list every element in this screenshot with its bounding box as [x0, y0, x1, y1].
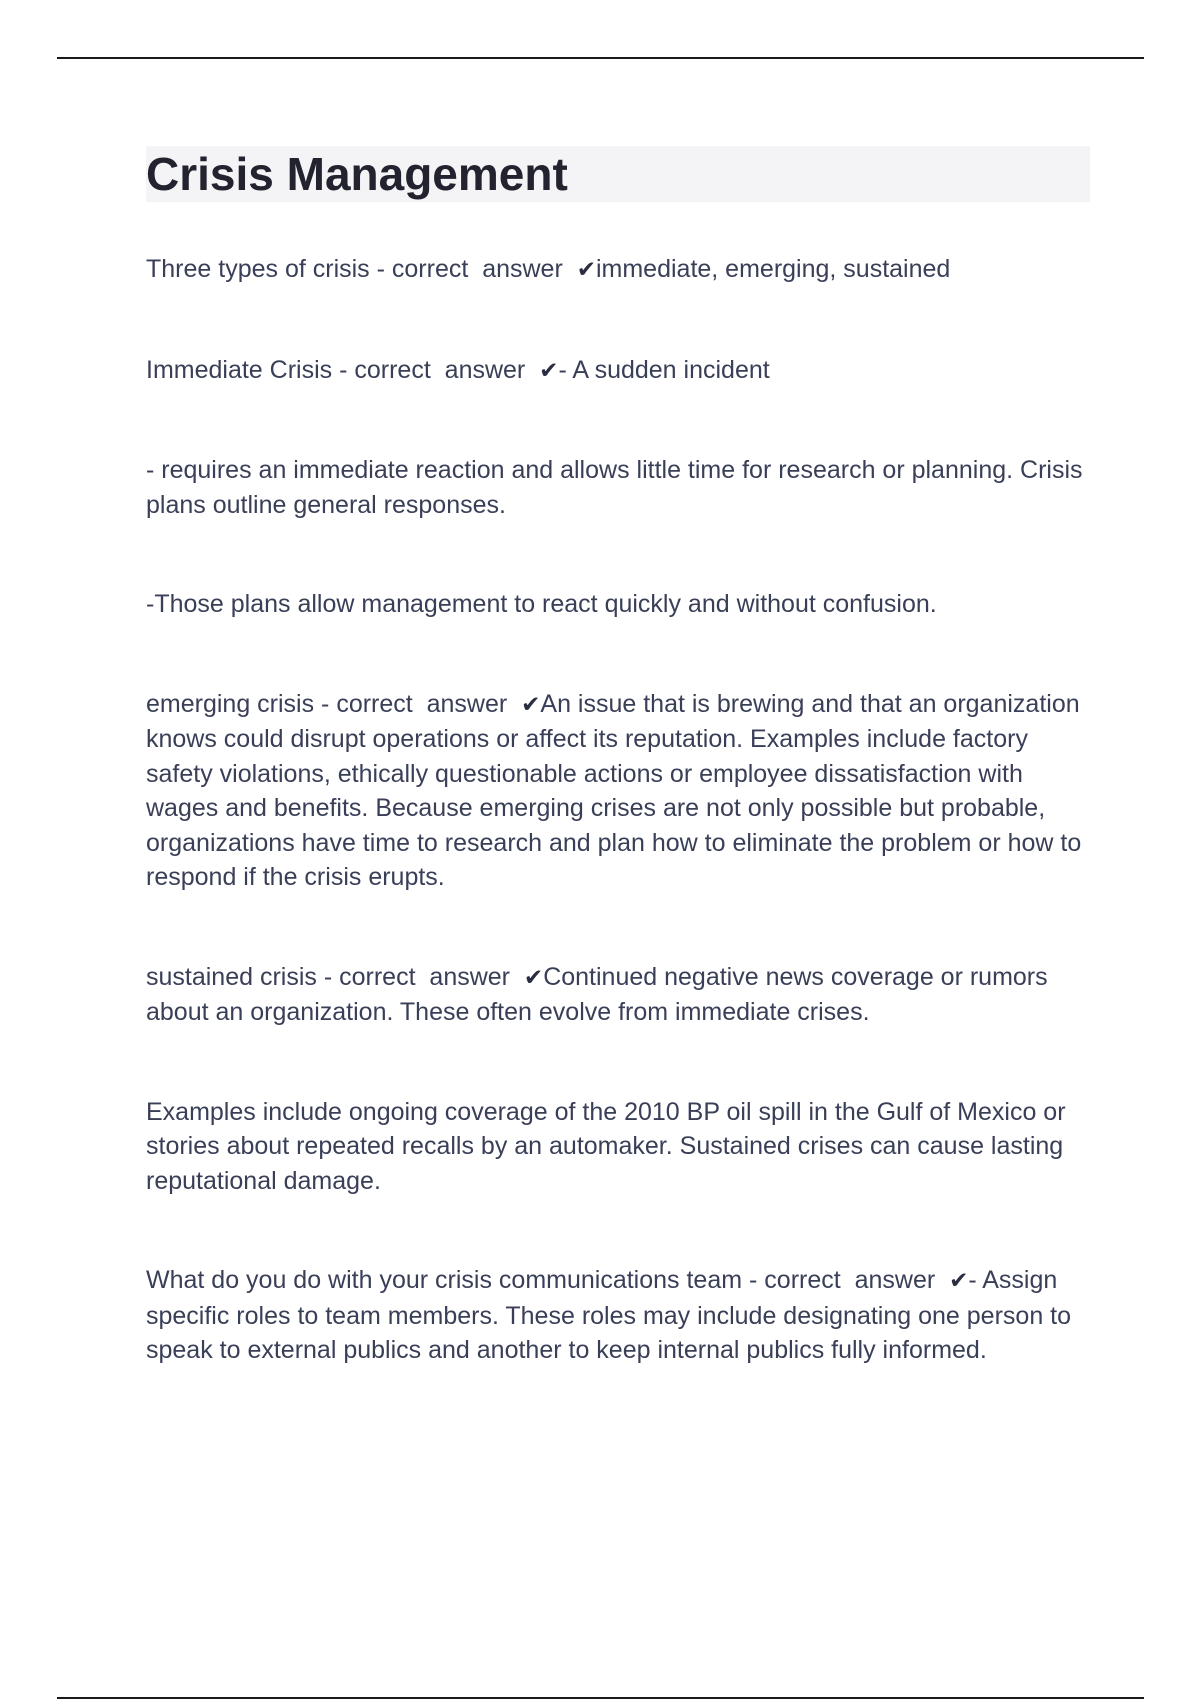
entry-separator: - correct answer — [742, 1266, 950, 1294]
document-body — [146, 146, 1090, 1368]
checkmark-icon: ✔ — [539, 357, 559, 384]
paragraph: - requires an immediate reaction and allows little time for research or planning. Crisis plans outline general responses. — [146, 456, 1083, 519]
entry-term: emerging crisis — [146, 689, 315, 718]
checkmark-icon: ✔ — [949, 1268, 969, 1294]
entry-separator: - correct answer — [314, 689, 522, 718]
entry-answer: Continued negative news coverage or rumors about an organization. These often evolve from immediate crises. — [146, 962, 1048, 1026]
entry-term: sustained crisis — [146, 962, 317, 991]
checkmark-icon: ✔ — [576, 257, 596, 283]
paragraph: Examples include ongoing coverage of the 2010 BP oil spill in the Gulf of Mexico or stories about repeated recalls by an automaker. Sustained crises can cause lasting reputational damage. — [146, 1097, 1066, 1195]
entry-answer: immediate, emerging, sustained — [595, 255, 951, 283]
entry-separator: - correct answer — [332, 355, 540, 384]
flashcard-entry — [146, 960, 1090, 1030]
entry-term: What do you do with your crisis communications team — [146, 1266, 743, 1294]
flashcard-entry — [146, 1263, 1090, 1368]
entry-term: Three types of crisis — [146, 255, 370, 283]
entry-answer: - Assign specific roles to team members. These roles may include designating one person to speak to external publics and another to keep internal publics fully informed. — [146, 1266, 1072, 1364]
checkmark-icon: ✔ — [523, 964, 544, 991]
paragraph: -Those plans allow management to react quickly and without confusion. — [146, 590, 937, 618]
flashcard-entry — [146, 687, 1090, 895]
flashcard-entry — [146, 252, 1090, 288]
entry-separator: - correct answer — [316, 962, 524, 991]
flashcard-entry — [146, 353, 1090, 389]
flashcard-list — [146, 252, 1090, 1368]
page-title: Crisis Management — [146, 148, 568, 200]
entry-separator: - correct answer — [369, 255, 577, 283]
entry-answer: - A sudden incident — [558, 355, 770, 384]
top-divider — [57, 57, 1144, 59]
title-band — [146, 146, 1090, 202]
bottom-divider — [57, 1697, 1144, 1699]
checkmark-icon: ✔ — [521, 691, 541, 718]
entry-answer: An issue that is brewing and that an organization knows could disrupt operations or affect its reputation. Examples include factory safety violations, ethically questionable actions or employee dissatisfaction with wages and benefits. Because emerging crises are not only possible but probable, organizations have time to research and plan how to eliminate the problem or how to respond if the crisis erupts. — [146, 689, 1082, 891]
entry-term: Immediate Crisis — [146, 355, 333, 384]
